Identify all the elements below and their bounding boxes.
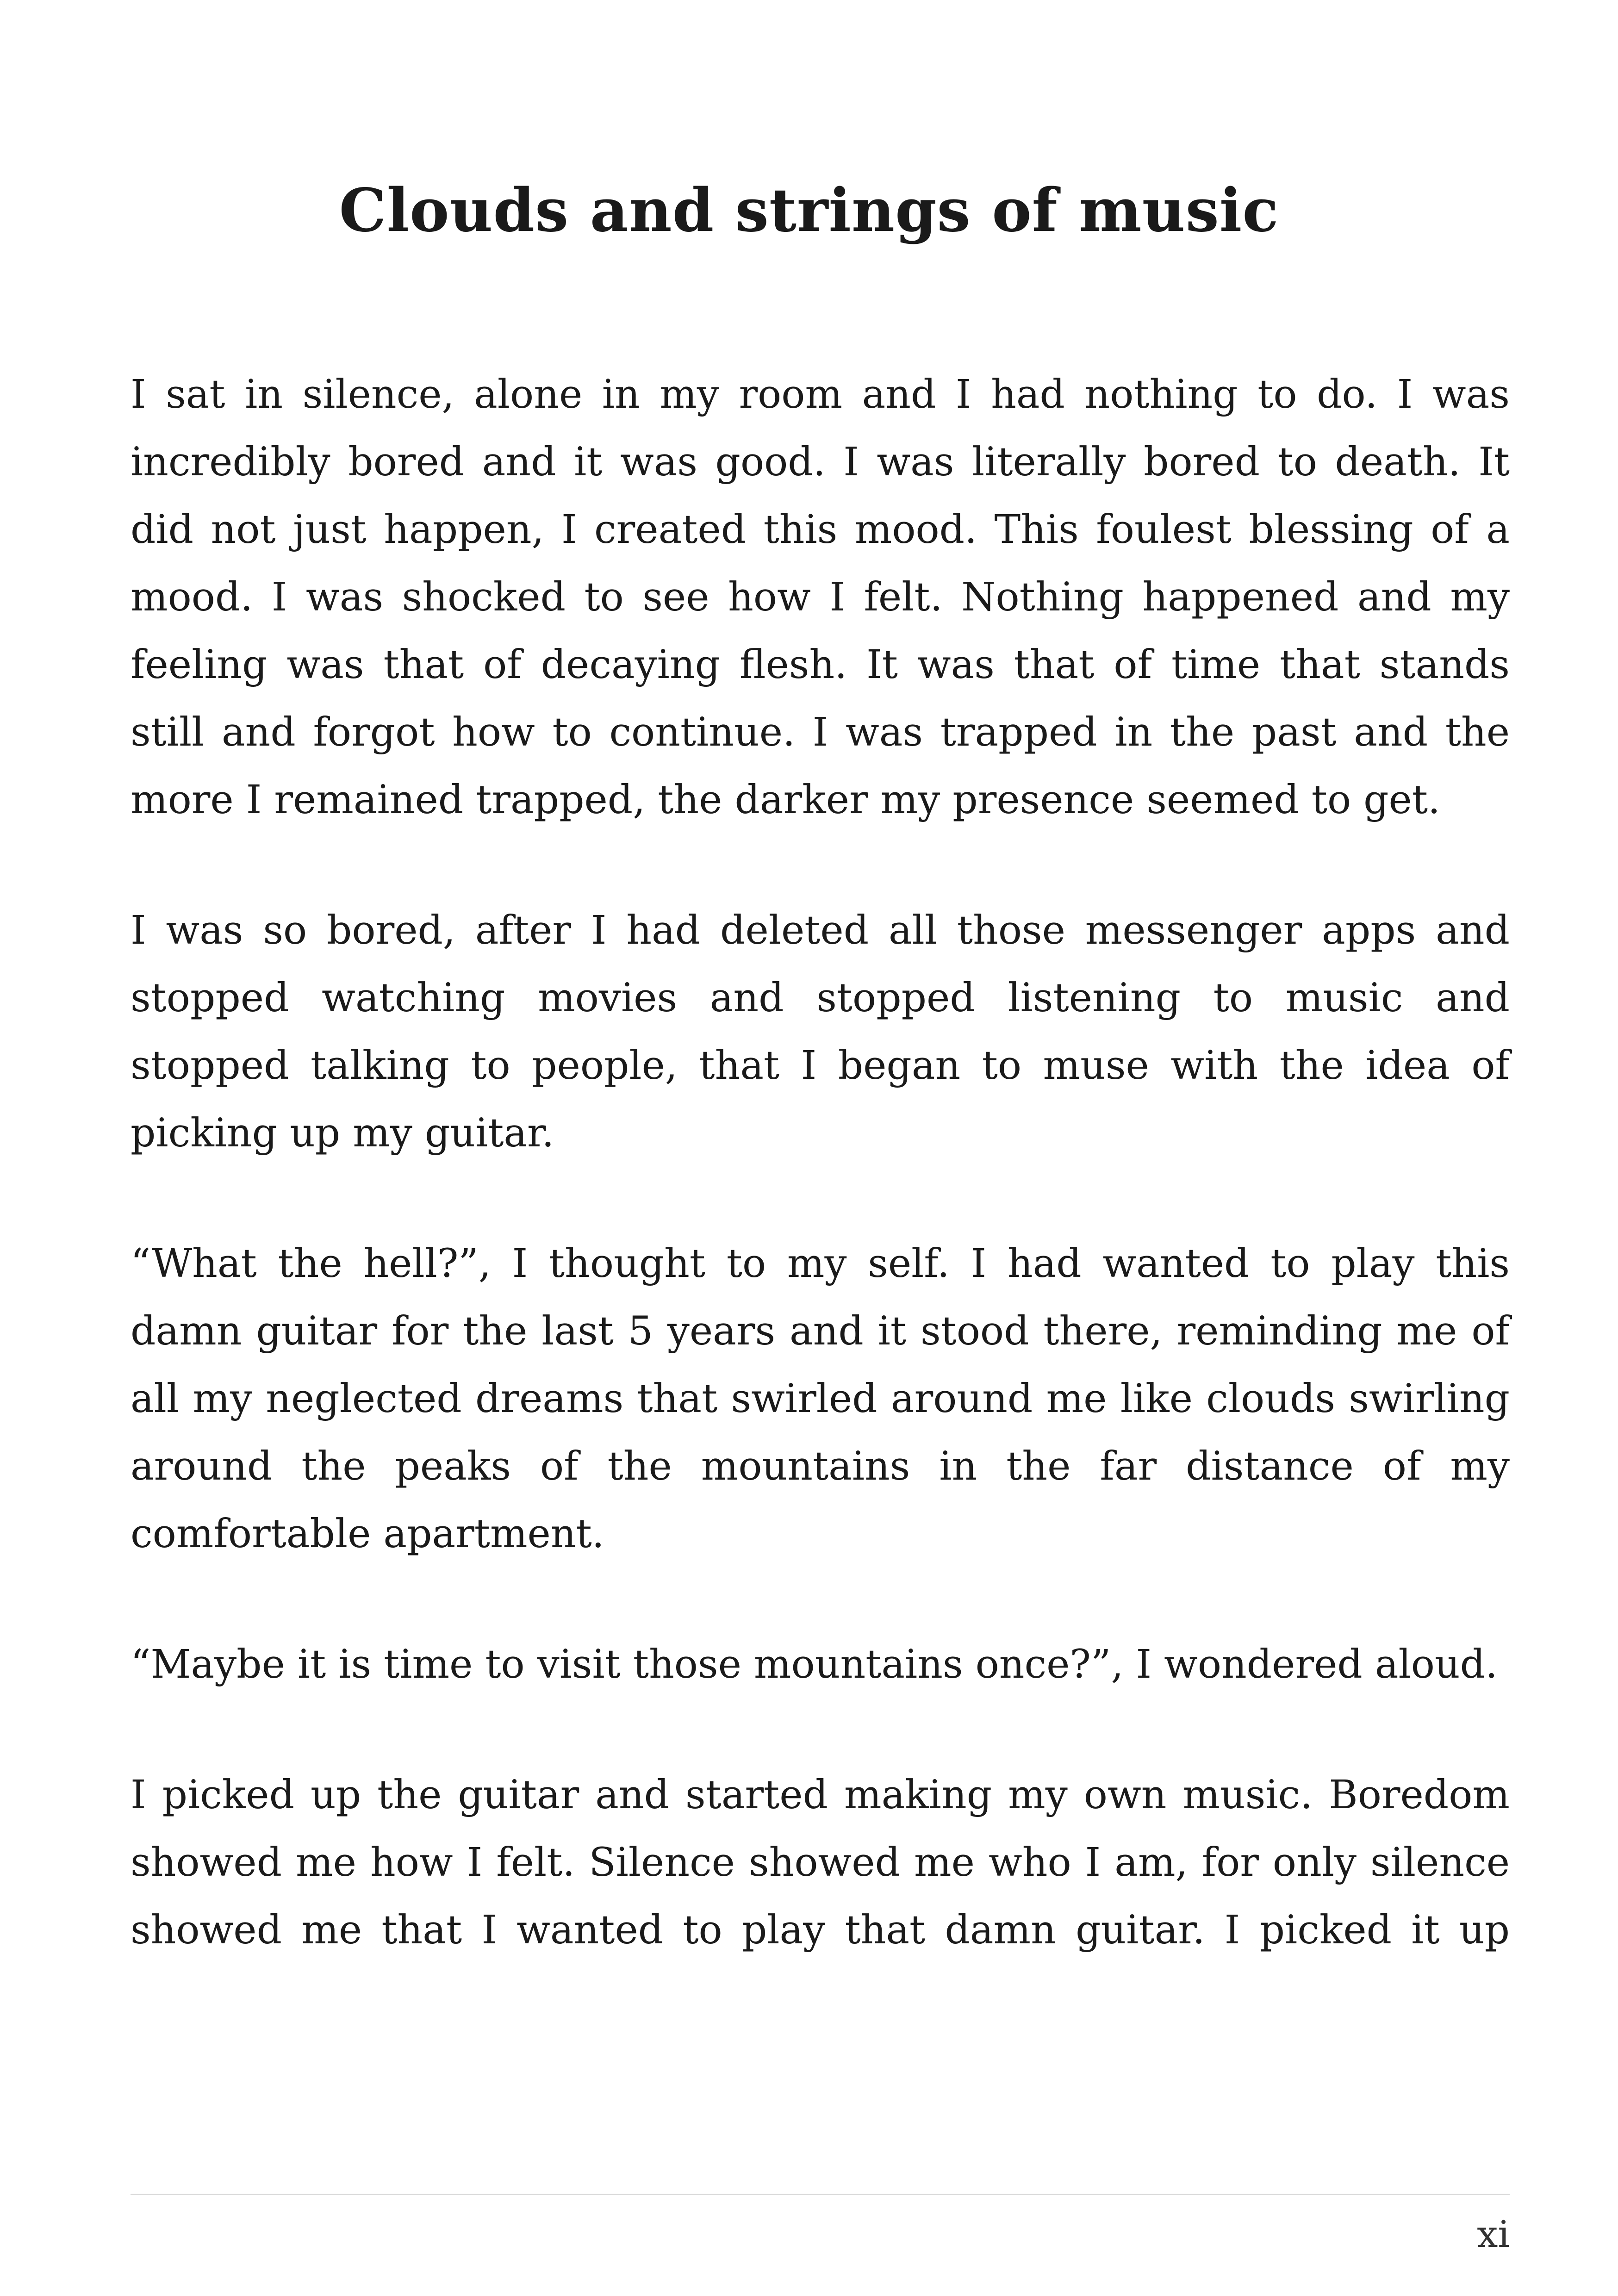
chapter-body <box>131 361 1510 2027</box>
paragraph-5: I picked up the guitar and started making my own music. Boredom showed me how I felt. Silence showed me who I am, for only silence showed me that I wanted to play that damn guitar. I picked it up <box>131 1772 1510 1953</box>
paragraph-4: “Maybe it is time to visit those mountains once?”, I wondered aloud. <box>131 1642 1498 1687</box>
paragraph-1: I sat in silence, alone in my room and I had nothing to do. I was incredibly bored and it was good. I was literally bored to death. It did not just happen, I created this mood. This foulest blessing of a mood. I was shocked to see how I felt. Nothing happened and my feeling was that of decaying flesh. It was that of time that stands still and forgot how to continue. I was trapped in the past and the more I remained trapped, the darker my presence seemed to get. <box>131 372 1510 823</box>
paragraph-2: I was so bored, after I had deleted all those messenger apps and stopped watching movies and stopped listening to music and stopped talking to people, that I began to muse with the idea of picking up my guitar. <box>131 908 1510 1156</box>
page-number: xi <box>1477 2213 1510 2256</box>
chapter-title: Clouds and strings of music <box>339 176 1279 245</box>
footer-divider <box>131 2194 1510 2195</box>
paragraph-3: “What the hell?”, I thought to my self. I had wanted to play this damn guitar for the last 5 years and it stood there, reminding me of all my neglected dreams that swirled around me like clouds swirling around the peaks of the mountains in the far distance of my comfortable apartment. <box>131 1241 1510 1557</box>
